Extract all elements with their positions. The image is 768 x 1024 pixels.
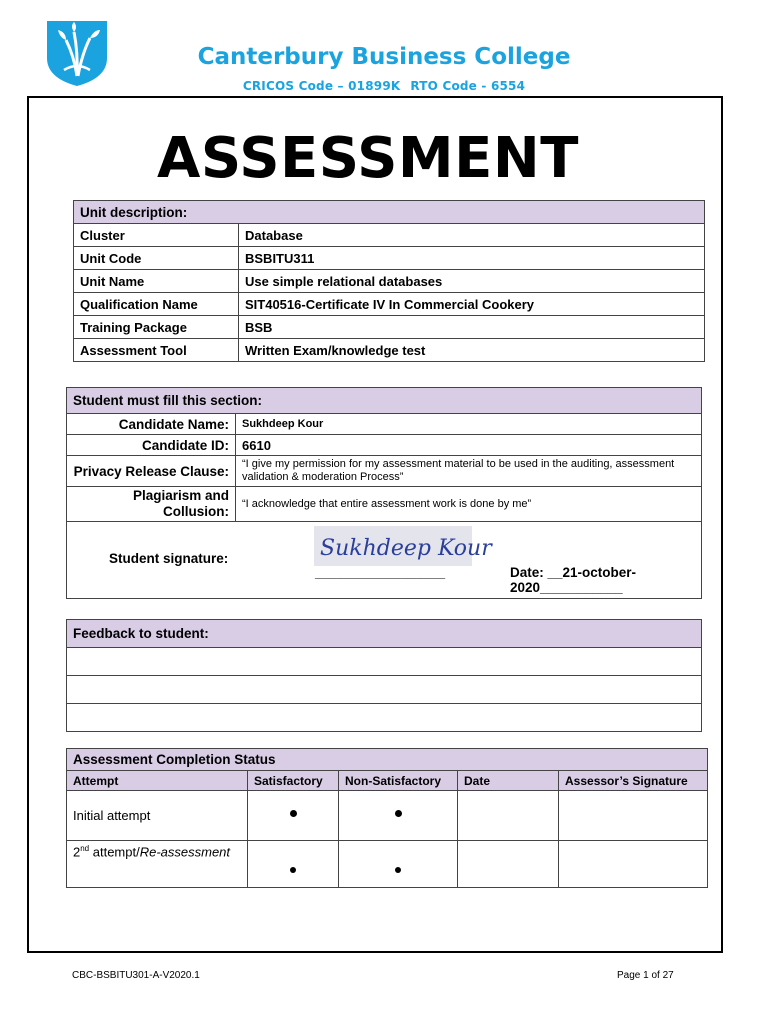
feedback-line-1[interactable] [67,648,702,676]
privacy-clause-label: Privacy Release Clause: [67,456,236,487]
reassessment-date-cell[interactable] [458,841,559,888]
unit-code-label: Unit Code [74,247,239,270]
reassessment-assessor-signature-cell[interactable] [559,841,708,888]
table-row [67,456,702,487]
unit-name-label: Unit Name [74,270,239,293]
completion-status-table [66,748,708,888]
table-row [67,841,708,888]
table-row [74,270,705,293]
table-row [67,487,702,522]
feedback-line-3[interactable] [67,704,702,732]
signature-date[interactable]: Date: __21-october-2020___________ [510,565,637,595]
initial-date-cell[interactable] [458,791,559,841]
initial-attempt-label: Initial attempt [67,791,248,841]
rto-code: RTO Code - 6554 [410,79,526,93]
feedback-header: Feedback to student: [67,620,702,648]
reassessment-non-satisfactory-cell[interactable] [339,841,458,888]
initial-assessor-signature-cell[interactable] [559,791,708,841]
table-row [67,791,708,841]
table-row [67,522,702,599]
student-signature-label: Student signature: [109,551,229,566]
unit-description-header: Unit description: [74,201,705,224]
feedback-line-2[interactable] [67,676,702,704]
qualification-name-value: SIT40516-Certificate IV In Commercial Cookery [239,293,705,316]
student-section-table [66,387,702,599]
candidate-id-field[interactable]: 6610 [236,435,702,456]
student-signature-image[interactable] [314,526,492,566]
cricos-code: CRICOS Code – 01899K [242,79,401,93]
bullet-icon [395,810,402,817]
signature-line: __________________ [315,565,446,580]
unit-description-table [73,200,705,362]
table-row [74,316,705,339]
bullet-icon [395,867,401,873]
assessment-tool-value: Written Exam/knowledge test [239,339,705,362]
table-row [74,247,705,270]
bullet-icon [290,867,296,873]
column-header-satisfactory: Satisfactory [248,771,339,791]
column-header-assessor-signature: Assessor’s Signature [559,771,708,791]
privacy-clause-text: “I give my permission for my assessment material to be used in the auditing, assessment validation & moderation Process” [236,456,702,487]
candidate-name-field[interactable]: Sukhdeep Kour [236,414,702,435]
document-code: CBC-BSBITU301-A-V2020.1 [72,970,200,981]
registration-codes [0,79,768,93]
plagiarism-label: Plagiarism and Collusion: [67,487,236,522]
table-row [74,339,705,362]
reassessment-label: 2nd attempt/Re-assessment [67,841,248,888]
reassessment-satisfactory-cell[interactable] [248,841,339,888]
training-package-value: BSB [239,316,705,339]
column-header-non-satisfactory: Non-Satisfactory [339,771,458,791]
column-header-date: Date [458,771,559,791]
assessment-tool-label: Assessment Tool [74,339,239,362]
page-title: ASSESSMENT [157,126,579,191]
candidate-name-label: Candidate Name: [67,414,236,435]
completion-status-header: Assessment Completion Status [67,749,708,771]
cluster-label: Cluster [74,224,239,247]
unit-name-value: Use simple relational databases [239,270,705,293]
table-row [67,414,702,435]
qualification-name-label: Qualification Name [74,293,239,316]
student-section-header: Student must fill this section: [67,388,702,414]
table-row [74,293,705,316]
initial-non-satisfactory-cell[interactable] [339,791,458,841]
college-name: Canterbury Business College [197,44,571,70]
candidate-id-label: Candidate ID: [67,435,236,456]
training-package-label: Training Package [74,316,239,339]
signature-handwriting: Sukhdeep Kour [320,536,492,561]
feedback-table [66,619,702,732]
column-header-attempt: Attempt [67,771,248,791]
bullet-icon [290,810,297,817]
unit-code-value: BSBITU311 [239,247,705,270]
initial-satisfactory-cell[interactable] [248,791,339,841]
page-number: Page 1 of 27 [617,970,674,981]
table-row [74,224,705,247]
plagiarism-text: “I acknowledge that entire assessment work is done by me” [236,487,702,522]
cluster-value: Database [239,224,705,247]
table-row [67,435,702,456]
